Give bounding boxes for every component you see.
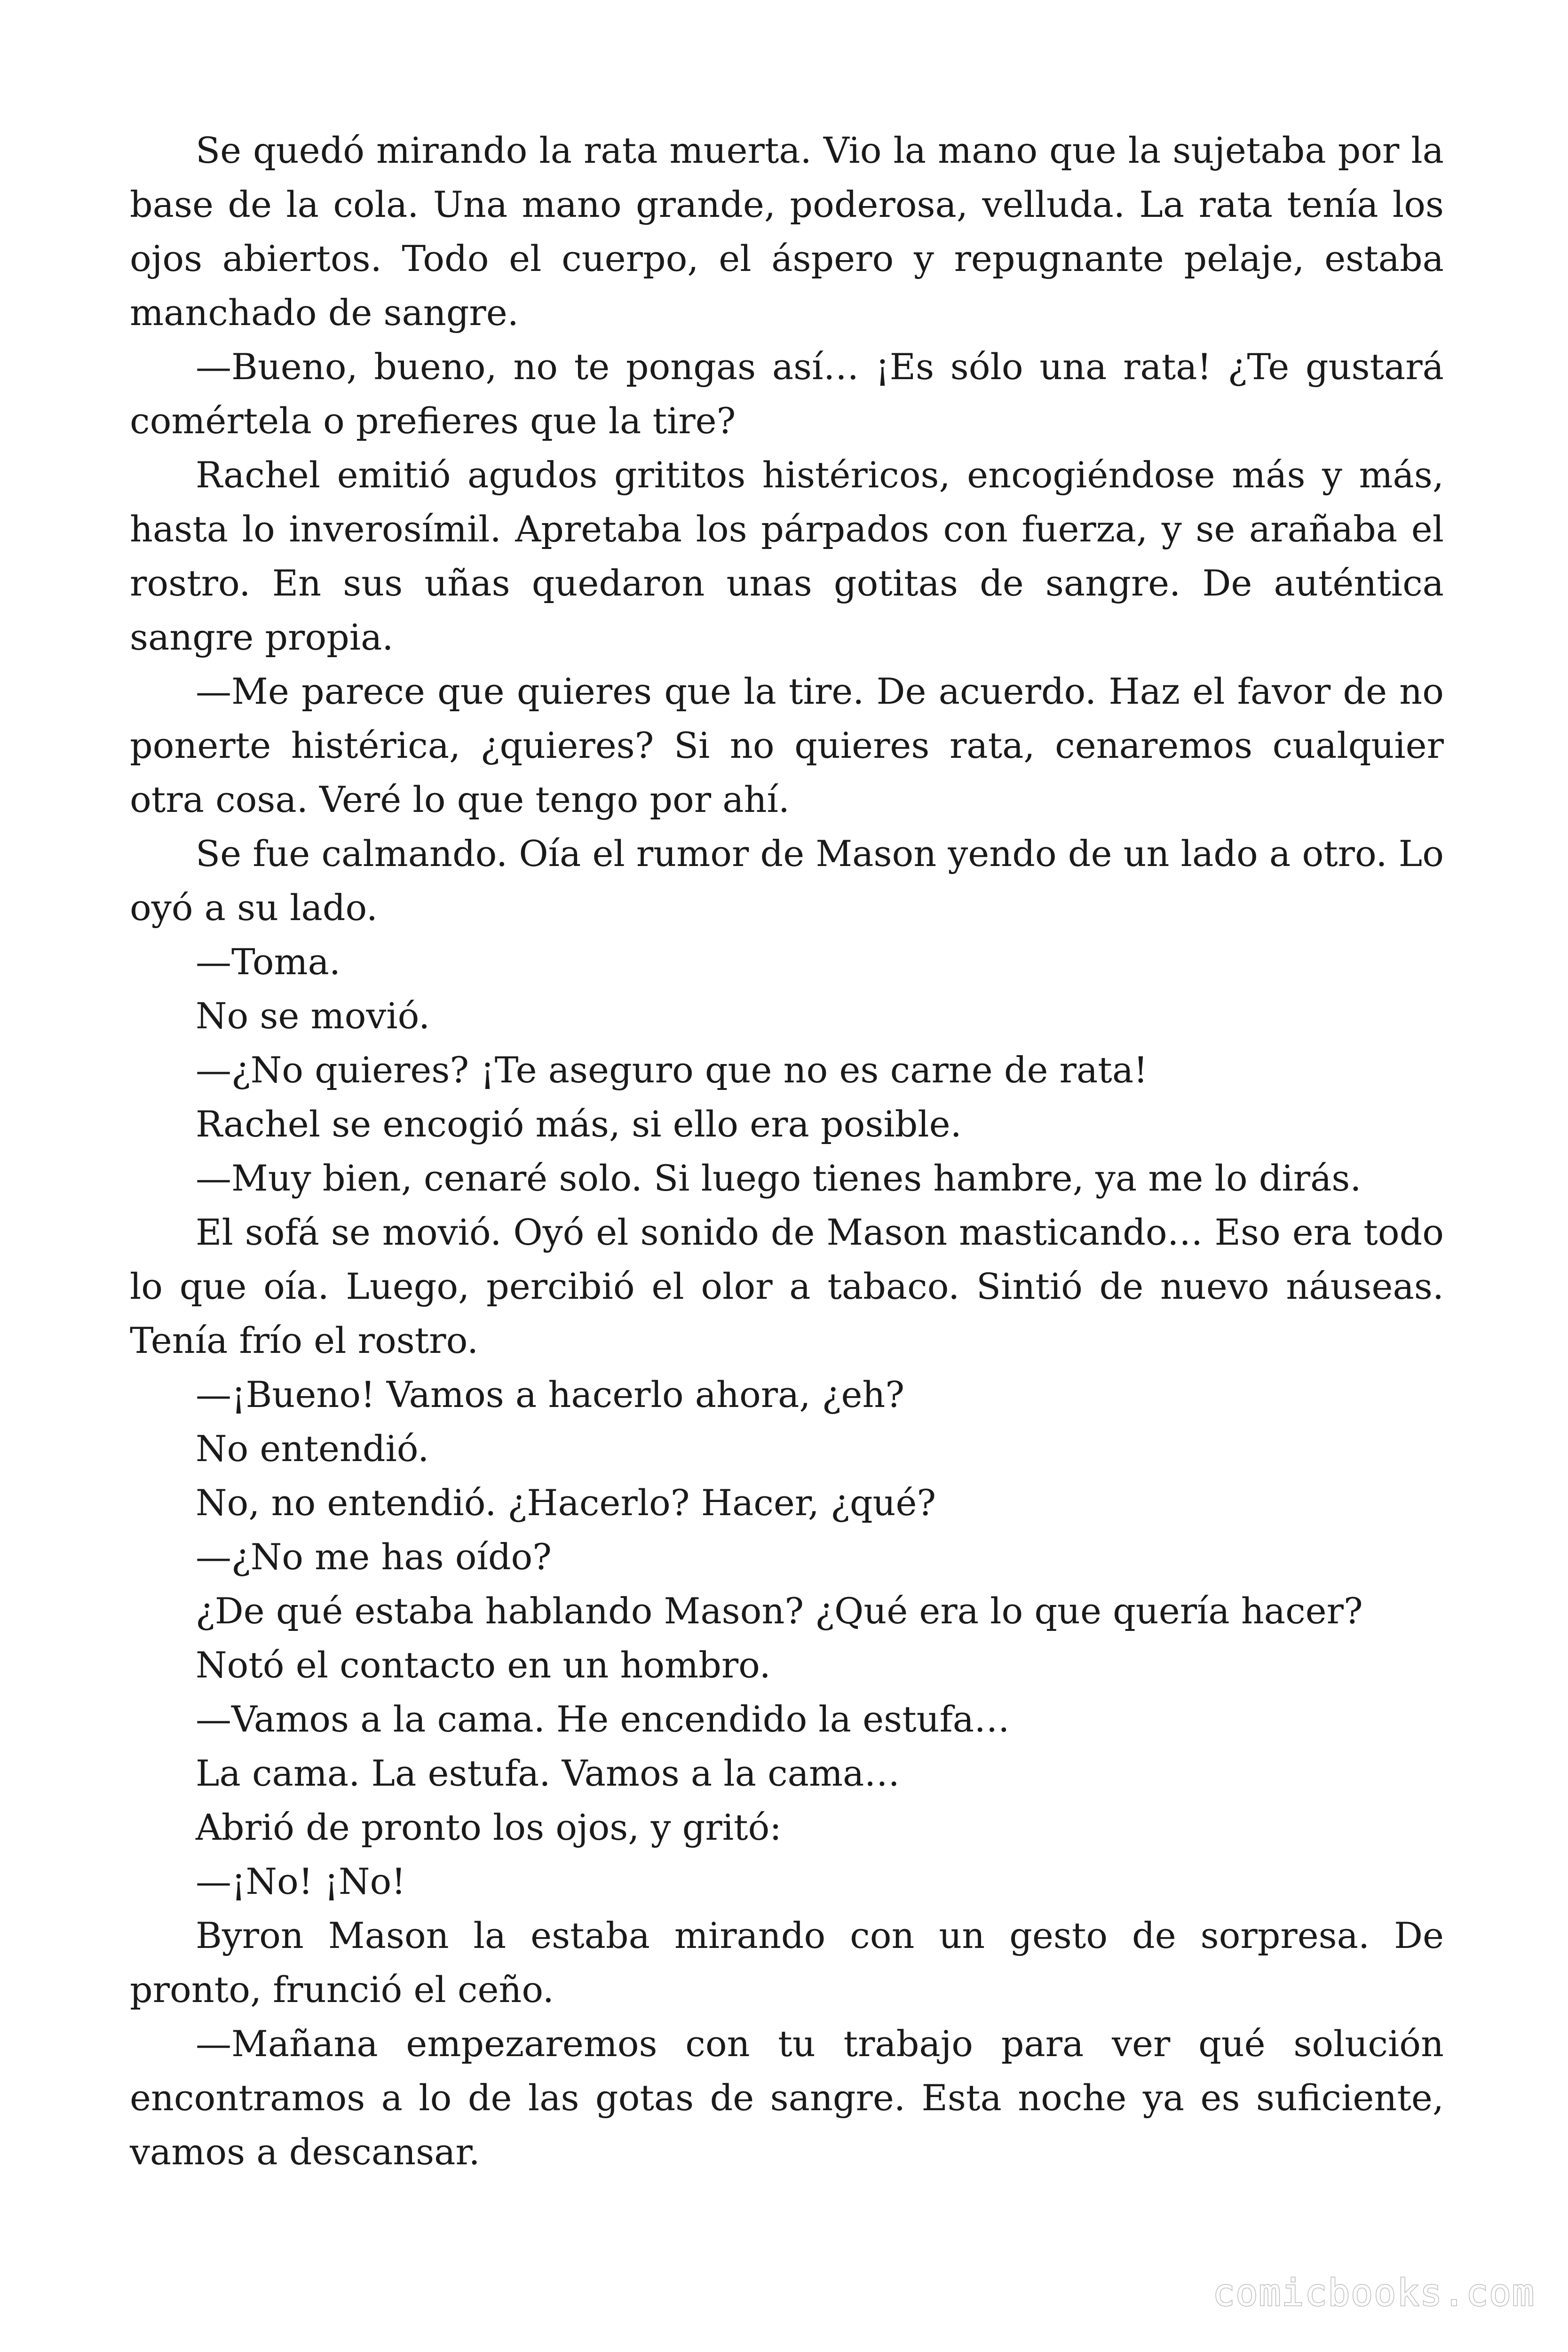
watermark: comicbooks.com (1212, 2272, 1535, 2314)
paragraph: —Mañana empezaremos con tu trabajo para ver qué solución encontramos a lo de las gotas de sangre. Esta noche ya es suficiente, vamos a descansar. (130, 2023, 1444, 2173)
paragraph: El sofá se movió. Oyó el sonido de Mason masticando… Eso era todo lo que oía. Luego, percibió el olor a tabaco. Sintió de nuevo náuseas. Tenía frío el rostro. (130, 1211, 1444, 1361)
paragraph: —¿No me has oído? (196, 1536, 552, 1578)
paragraph: Byron Mason la estaba mirando con un gesto de sorpresa. De pronto, frunció el ceño. (130, 1915, 1444, 2010)
paragraph: —¡Bueno! Vamos a hacerlo ahora, ¿eh? (196, 1374, 905, 1415)
paragraph: ¿De qué estaba hablando Mason? ¿Qué era lo que quería hacer? (196, 1590, 1363, 1632)
paragraph: —Bueno, bueno, no te pongas así… ¡Es sólo una rata! ¿Te gustará comértela o prefieres que la tire? (130, 346, 1444, 442)
paragraph: —¿No quieres? ¡Te aseguro que no es carne de rata! (196, 1049, 1148, 1091)
paragraph: Se fue calmando. Oía el rumor de Mason yendo de un lado a otro. Lo oyó a su lado. (130, 833, 1444, 929)
page-text (130, 123, 1444, 2179)
paragraph: La cama. La estufa. Vamos a la cama… (196, 1752, 900, 1794)
paragraph: No se movió. (196, 995, 430, 1037)
paragraph: No entendió. (196, 1428, 429, 1470)
paragraph: Rachel emitió agudos grititos histéricos, encogiéndose más y más, hasta lo inverosímil. Apretaba los párpados con fuerza, y se arañaba el rostro. En sus uñas quedaron unas gotitas de sangre. De auténtica sangre propia. (130, 454, 1444, 658)
paragraph: Notó el contacto en un hombro. (196, 1644, 771, 1686)
paragraph: Rachel se encogió más, si ello era posible. (196, 1103, 962, 1145)
paragraph: —¡No! ¡No! (196, 1860, 406, 1902)
paragraph: —Muy bien, cenaré solo. Si luego tienes hambre, ya me lo dirás. (196, 1157, 1362, 1199)
paragraph: —Vamos a la cama. He encendido la estufa… (196, 1698, 1010, 1740)
paragraph: No, no entendió. ¿Hacerlo? Hacer, ¿qué? (196, 1482, 936, 1524)
paragraph: Se quedó mirando la rata muerta. Vio la mano que la sujetaba por la base de la cola. Una mano grande, poderosa, velluda. La rata tenía los ojos abiertos. Todo el cuerpo, el áspero y repugnante pelaje, estaba manchado de sangre. (130, 129, 1444, 334)
paragraph: Abrió de pronto los ojos, y gritó: (196, 1806, 782, 1848)
paragraph: —Toma. (196, 941, 341, 983)
paragraph: —Me parece que quieres que la tire. De acuerdo. Haz el favor de no ponerte histérica, ¿quieres? Si no quieres rata, cenaremos cualquier otra cosa. Veré lo que tengo por ahí. (130, 670, 1444, 820)
